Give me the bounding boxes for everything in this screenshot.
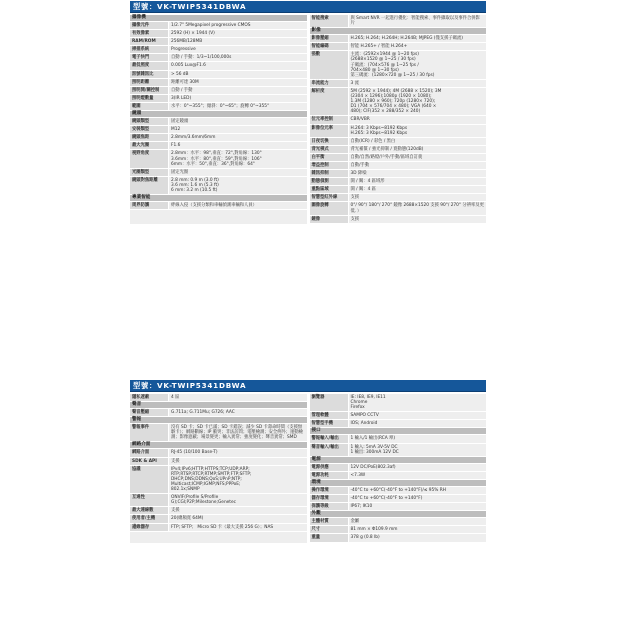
spec-value: <7.3W	[349, 472, 487, 479]
spec-row	[130, 150, 307, 167]
spec-label: 雜訊抑制	[310, 170, 348, 177]
spec-row	[130, 46, 307, 53]
spec-label: SDK & API	[130, 458, 168, 465]
spec-label: 解析度	[310, 88, 348, 115]
spec-row	[310, 178, 487, 185]
spec-row	[130, 177, 307, 194]
spec-value: H.264: 3 Kbps~8192 Kbps H.265: 3 Kbps~8192 Kbps	[349, 125, 487, 137]
spec-label: 隱私遮蔽	[130, 394, 168, 401]
spec-row	[130, 22, 307, 29]
spec-label: 周界防護	[130, 202, 168, 209]
spec-value: 0°/ 90°/ 180°/ 270° 鏡像 2688×1520 支援 90°/ 270° 分辨率及更低．）	[349, 202, 487, 214]
column-filler	[130, 210, 307, 224]
spec-label: 影像壓縮	[310, 35, 348, 42]
spec-label: 邊緣儲存	[130, 524, 168, 531]
spec-label: 光圈類型	[130, 169, 168, 176]
spec-value: G.711a; G.711Mu; G726; AAC	[169, 409, 307, 416]
spec-row	[310, 186, 487, 193]
spec-label: 主體材質	[310, 518, 348, 525]
spec-value: IE: IE8, IE9, IE11 Chrome Firefox	[349, 394, 487, 411]
section-header: 鏡頭	[130, 111, 307, 117]
spec-value: > 56 dB	[169, 71, 307, 78]
spec-label: 鏡頭對焦距離	[130, 177, 168, 194]
spec-row	[310, 394, 487, 411]
spec-row	[310, 194, 487, 201]
spec-row	[130, 54, 307, 61]
spec-label: 掃描系統	[130, 46, 168, 53]
spec-label: 電源供應	[310, 464, 348, 471]
spec-value: 自動 / 手動	[169, 87, 307, 94]
spec-column-left	[130, 15, 307, 224]
spec-label: 鏡頭類型	[130, 118, 168, 125]
spec-row	[130, 38, 307, 45]
spec-value: 自動/自然/路燈/戶外/手動/區域自訂義	[349, 154, 487, 161]
spec-value: 2.8mm/3.6mm/6mm	[169, 134, 307, 141]
spec-label: RAM/ROM	[130, 38, 168, 45]
spec-row	[310, 146, 487, 153]
section-header: 警報	[130, 417, 307, 423]
spec-row	[130, 95, 307, 102]
spec-value: IOS; Android	[349, 420, 487, 427]
spec-value: 開 / 關：4 區	[349, 186, 487, 193]
spec-value: 2592 (H) × 1944 (V)	[169, 30, 307, 37]
spec-value: 5M (2592 × 1944); 4M (2688 × 1520); 3M (2304 × 1296);1080p (1920 × 1080); 1.3M (1280 × 960); 720p (1280× 720); D1 (704 × 576/704 × 480); VGA (640 × 480); CIF(352 × 288/352 × 240)	[349, 88, 487, 115]
spec-row	[310, 125, 487, 137]
spec-value: F1.6	[169, 142, 307, 149]
section-header: 環境	[310, 480, 487, 486]
spec-value: H.265; H.264; H.264H; H.264B; MJPEG (僅支援子碼流)	[349, 35, 487, 42]
spec-value: -40°C to +60°C(-40°F to +140°F)	[349, 495, 487, 502]
spec-value: 絆線入侵（支援分類和車輛偵測車輛和人員）	[169, 202, 307, 209]
spec-label: 警報事件	[130, 424, 168, 441]
spec-value: 水平：0°~355°；傾斜：0°~65°；旋轉 0°~355°	[169, 103, 307, 110]
spec-value: 12V DC/PoE(802.3af)	[349, 464, 487, 471]
section-header: 聲音	[130, 402, 307, 408]
spec-column-right	[310, 15, 487, 224]
spec-row	[310, 154, 487, 161]
spec-label: 最大光圈	[130, 142, 168, 149]
spec-label: 保護等級	[310, 503, 348, 510]
spec-label: 瀏覽器	[310, 394, 348, 411]
spec-value: 支援	[349, 194, 487, 201]
spec-row	[130, 202, 307, 209]
spec-value: 智能 H.265+ / 智能 H.264+	[349, 43, 487, 50]
spec-value: 3(IR LED)	[169, 95, 307, 102]
spec-value: 支援	[169, 507, 307, 514]
spec-row	[310, 534, 487, 541]
spec-value: -40°C to +60°C(-40°F to +140°F)/≤ 95% RH	[349, 487, 487, 494]
spec-value: 1 輸入: 5mA 3V-5V DC 1 輸出: 300mA 12V DC	[349, 444, 487, 456]
spec-value: 金屬	[349, 518, 487, 525]
spec-row	[130, 71, 307, 78]
section-header: 接口	[310, 428, 487, 434]
spec-row	[130, 515, 307, 522]
spec-value: IPv4;IPv6;HTTP;HTTPS;TCP;UDP;ARP; RTP;RTSP;RTCP;RTMP;SMTP;FTP;SFTP; DHCP;DNS;DDNS;QoS;UPnP;NTP; Multicast;ICMP;IGMP;NFS;PPPoE; 802.1x;SNMP	[169, 466, 307, 493]
spec-label: 智能編碼	[310, 43, 348, 50]
spec-row	[130, 507, 307, 514]
spec-row	[310, 202, 487, 214]
spec-label: 照明距離	[130, 79, 168, 86]
spec-row	[310, 88, 487, 115]
spec-value: 2.8mm：水平：98°,垂直：72°,對角線：130° 3.6mm：水平：80°,垂直：59°,對角線：106° 6mm：水平：50°,垂直：36°,對角線：64°	[169, 150, 307, 167]
spec-row	[130, 79, 307, 86]
spec-label: 增益控制	[310, 162, 348, 169]
spec-row	[130, 30, 307, 37]
spec-label: 照明開/關控制	[130, 87, 168, 94]
spec-value: 距離可達 30M	[169, 79, 307, 86]
spec-label: 位元率控制	[310, 116, 348, 123]
spec-label: 操作環境	[310, 487, 348, 494]
section-header: 網路介面	[130, 442, 307, 448]
spec-row	[310, 15, 487, 27]
spec-row	[310, 35, 487, 42]
spec-value: 20(總頻寬 64M)	[169, 515, 307, 522]
spec-value: 0.005 Lux@F1.6	[169, 62, 307, 69]
spec-label: 鏡像	[310, 216, 348, 223]
spec-label: 重點區域	[310, 186, 348, 193]
spec-label: 照明燈數量	[130, 95, 168, 102]
spec-sheet-page-2	[130, 380, 486, 543]
spec-value: Progressive	[169, 46, 307, 53]
spec-value: 自動 / 手動：1/3~1/100,000s	[169, 54, 307, 61]
spec-label: 互通性	[130, 494, 168, 506]
spec-label: 安裝類型	[130, 126, 168, 133]
model-title-bar: 型號：VK-TWIP5341DBWA	[130, 1, 486, 13]
spec-row	[310, 495, 487, 502]
spec-value: 自動/手動	[349, 162, 487, 169]
spec-column-left	[130, 394, 307, 543]
spec-label: 電子快門	[130, 54, 168, 61]
spec-value: 3 流	[349, 80, 487, 87]
model-title-bar: 型號：VK-TWIP5341DBWA	[130, 380, 486, 392]
spec-label: 最低照度	[130, 62, 168, 69]
spec-label: 管理軟體	[310, 412, 348, 419]
spec-label: 日夜切換	[310, 138, 348, 145]
spec-value: 支援	[349, 216, 487, 223]
spec-row	[130, 134, 307, 141]
spec-row	[310, 138, 487, 145]
spec-label: 使用者/主機	[130, 515, 168, 522]
spec-label: 張數	[310, 51, 348, 78]
spec-value: 固定光圈	[169, 169, 307, 176]
spec-row	[310, 518, 487, 525]
spec-value: FTP; SFTP； Micro SD 卡（最大支援 256 G）；NAS	[169, 524, 307, 531]
spec-value: CBR/VBR	[349, 116, 487, 123]
spec-row	[130, 169, 307, 176]
spec-row	[130, 524, 307, 531]
spec-row	[130, 494, 307, 506]
section-header: 電源	[310, 457, 487, 463]
spec-sheet-page-1	[130, 1, 486, 224]
spec-value: IP67; IK10	[349, 503, 487, 510]
spec-row	[130, 409, 307, 416]
spec-row	[310, 116, 487, 123]
spec-label: 攝像元件	[130, 22, 168, 29]
spec-label: 重量	[310, 534, 348, 541]
spec-value: 4 區	[169, 394, 307, 401]
spec-value: SAMPO CCTV	[349, 412, 487, 419]
spec-row	[310, 503, 487, 510]
spec-value: 自動(ICR) / 彩色 / 黑白	[349, 138, 487, 145]
spec-row	[130, 103, 307, 110]
spec-value: 開 / 關：4 區域形	[349, 178, 487, 185]
spec-label: 訊號雜訊比	[130, 71, 168, 78]
spec-row	[310, 216, 487, 223]
spec-value: 1 輸入/1 輸出(RCA 埠)	[349, 435, 487, 442]
spec-row	[310, 472, 487, 479]
spec-label: 智慧型紅外線	[310, 194, 348, 201]
spec-label: 影像位元率	[310, 125, 348, 137]
spec-panel	[130, 15, 486, 224]
spec-value: 沒有 SD 卡；SD 卡已滿；SD 卡錯誤；減少 SD 卡壽命時間（支援無駭卡）；網路斷線；IP 衝突；非法訪問；電壓檢測；安全例外；運動檢測；影像遮蔽；場景變更；輸入異常；強度變化；聲音異常；SMD	[169, 424, 307, 441]
spec-value: 主流：(2592×1944 @ 1~20 fps) (2688×1520 @ 1~25 / 30 fps) 子碼流：(704×576 @ 1~25 fps / 704×480 @ 1~30 fps) 第三碼流：(1280×720 @ 1~25 / 30 fps)	[349, 51, 487, 78]
spec-label: 動態偵測	[310, 178, 348, 185]
spec-row	[310, 51, 487, 78]
section-header: 攝像機	[130, 15, 307, 21]
spec-label: 有效像素	[130, 30, 168, 37]
spec-value: ONVIF(Profile S/Profile G);CGI;P2P;Milestone;Genetec	[169, 494, 307, 506]
spec-label: 警報輸入/輸出	[310, 435, 348, 442]
spec-row	[310, 412, 487, 419]
spec-label: 協議	[130, 466, 168, 493]
spec-row	[130, 87, 307, 94]
spec-value: 支援	[169, 458, 307, 465]
spec-value: 378 g (0.8 lb)	[349, 534, 487, 541]
spec-label: 最大連線數	[130, 507, 168, 514]
spec-value: 1/2.7" 5Megapixel progressive CMOS	[169, 22, 307, 29]
spec-row	[310, 526, 487, 533]
spec-value: 3D 降噪	[349, 170, 487, 177]
spec-value: 256MB/128MB	[169, 38, 307, 45]
column-filler	[130, 532, 307, 543]
spec-row	[310, 435, 487, 442]
spec-label: 圖像旋轉	[310, 202, 348, 214]
spec-label: 背光模式	[310, 146, 348, 153]
spec-label: 儲存環境	[310, 495, 348, 502]
spec-value: RJ-45 (10/100 Base-T)	[169, 449, 307, 456]
section-header: 影像	[310, 28, 487, 34]
section-header: 專業智能	[130, 195, 307, 201]
spec-label: 聲音壓縮	[130, 409, 168, 416]
spec-label: 視野角度	[130, 150, 168, 167]
spec-row	[130, 424, 307, 441]
spec-row	[310, 170, 487, 177]
spec-value: 與 Smart NVR 一起進行優化：智能搜索、事件擷取以及事件合併影片	[349, 15, 487, 27]
spec-value: 2.8 mm: 0.9 m (3.0 ft) 3.6 mm: 1.6 m (5.3 ft) 6 mm: 3.2 m (10.5 ft)	[169, 177, 307, 194]
spec-value: M12	[169, 126, 307, 133]
spec-row	[130, 458, 307, 465]
spec-label: 智能搜索	[310, 15, 348, 27]
spec-column-right	[310, 394, 487, 543]
section-header: 外觀	[310, 511, 487, 517]
spec-row	[130, 126, 307, 133]
spec-row	[310, 444, 487, 456]
spec-label: 白平衡	[310, 154, 348, 161]
spec-row	[130, 449, 307, 456]
spec-value: 固定鏡頭	[169, 118, 307, 125]
spec-row	[310, 420, 487, 427]
spec-label: 鏡頭焦距	[130, 134, 168, 141]
spec-row	[130, 466, 307, 493]
spec-row	[130, 142, 307, 149]
spec-label: 網路介面	[130, 449, 168, 456]
spec-row	[310, 162, 487, 169]
spec-row	[130, 118, 307, 125]
spec-row	[310, 487, 487, 494]
spec-label: 電源功耗	[310, 472, 348, 479]
spec-row	[130, 394, 307, 401]
spec-row	[310, 464, 487, 471]
spec-row	[130, 62, 307, 69]
spec-label: 智慧型手機	[310, 420, 348, 427]
spec-label: 串流能力	[310, 80, 348, 87]
spec-panel	[130, 394, 486, 543]
spec-label: 聲音輸入/輸出	[310, 444, 348, 456]
spec-row	[310, 80, 487, 87]
spec-label: 尺寸	[310, 526, 348, 533]
spec-row	[310, 43, 487, 50]
spec-label: 範圍	[130, 103, 168, 110]
spec-value: 81 mm × Φ109.9 mm	[349, 526, 487, 533]
spec-value: 背光補償 / 強光抑制 / 寬動態(120dB)	[349, 146, 487, 153]
